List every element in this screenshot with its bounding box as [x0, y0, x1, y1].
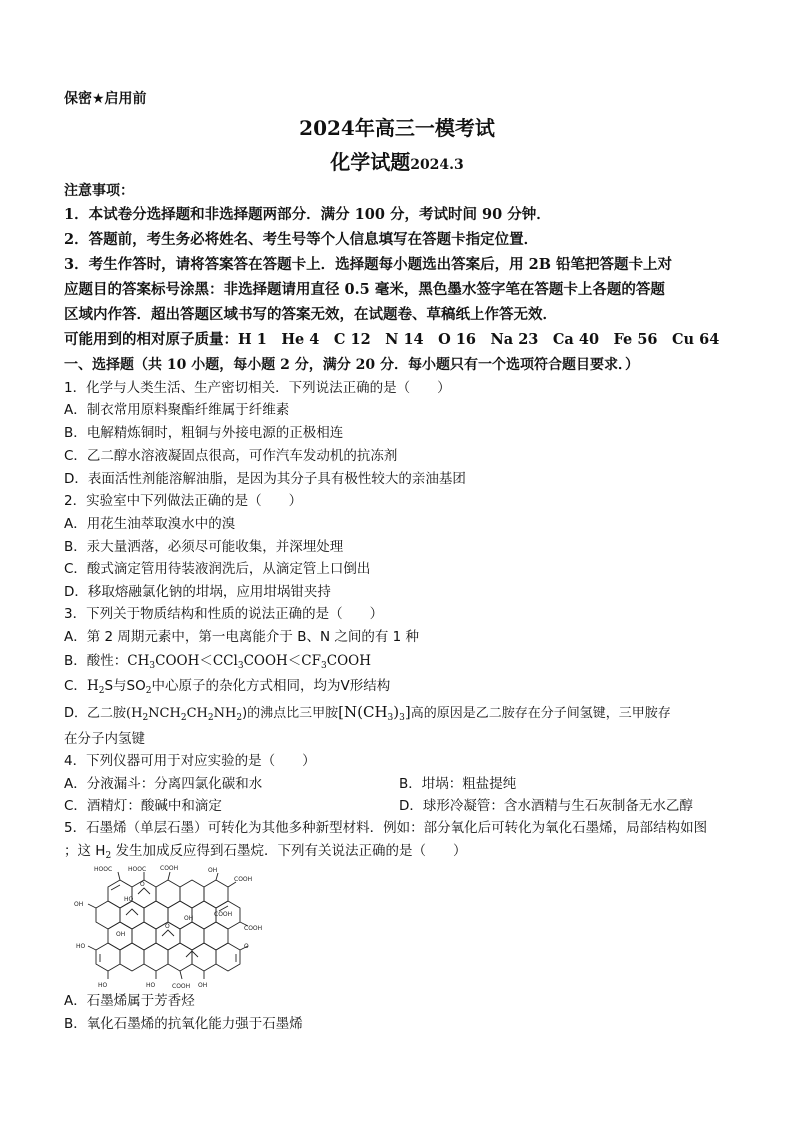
confidential-label: 保密★启用前: [64, 91, 147, 107]
svg-text:OH: OH: [74, 901, 84, 908]
svg-text:COOH: COOH: [234, 876, 253, 883]
question-stem: 2．实验室中下列做法正确的是（ ）: [64, 493, 303, 509]
graphene-oxide-structure-figure: [68, 862, 264, 992]
option: B．汞大量洒落，必须尽可能收集，并深埋处理: [64, 539, 344, 555]
option: D．球形冷凝管：含水酒精与生石灰制备无水乙醇: [399, 798, 693, 814]
svg-text:OH: OH: [198, 982, 208, 989]
option: A．石墨烯属于芳香烃: [64, 993, 195, 1009]
exam-date: 2024.3: [410, 157, 464, 173]
option: D．表面活性剂能溶解油脂，是因为其分子具有极性较大的亲油基团: [64, 471, 466, 487]
section-heading: 一、选择题（共 10 小题，每小题 2 分，满分 20 分．每小题只有一个选项符合题目要求．）: [64, 357, 639, 373]
option: A．分液漏斗：分离四氯化碳和水: [64, 776, 263, 792]
svg-text:HOOC: HOOC: [94, 866, 113, 873]
svg-text:COOH: COOH: [244, 925, 263, 932]
question-stem-continued: ；这 $H_2$ 发生加成反应得到石墨烷．下列有关说法正确的是（ ）: [64, 843, 467, 861]
question-stem: 4．下列仪器可用于对应实验的是（ ）: [64, 753, 316, 769]
exam-subtitle: [0, 152, 794, 172]
svg-text:O: O: [244, 943, 249, 950]
svg-text:O: O: [140, 881, 145, 888]
svg-text:O: O: [165, 923, 170, 930]
svg-text:COOH: COOH: [172, 983, 191, 990]
option: C．酸式滴定管用待装液润洗后，从滴定管上口倒出: [64, 561, 371, 577]
option: B．氧化石墨烯的抗氧化能力强于石墨烯: [64, 1016, 303, 1032]
notes-item: 应题目的答案标号涂黑：非选择题请用直径 0.5 毫米，黑色墨水签字笔在答题卡上各题的答题: [64, 281, 665, 298]
svg-text:HOOC: HOOC: [128, 866, 147, 873]
atomic-masses: 可能用到的相对原子质量：H 1 He 4 C 12 N 14 O 16 Na 23 Ca 40 Fe 56 Cu 64: [64, 331, 720, 348]
option: D．移取熔融氯化钠的坩埚，应用坩埚钳夹持: [64, 584, 331, 600]
option: D．乙二胺$(H_2NCH_2CH_2NH_2)$的沸点比三甲胺$[N(CH_3)_3]$高的原因是乙二胺存在分子间氢键，三甲胺存: [64, 703, 671, 723]
svg-text:HO: HO: [146, 982, 156, 989]
notes-item: 1．本试卷分选择题和非选择题两部分．满分 100 分，考试时间 90 分钟．: [64, 206, 551, 223]
option-continued: 在分子内氢键: [64, 731, 145, 747]
option: A．第 2 周期元素中，第一电离能介于 B、N 之间的有 1 种: [64, 629, 420, 645]
option: C．$H_2S$与$SO_2$中心原子的杂化方式相同，均为Ⅴ形结构: [64, 678, 391, 696]
svg-text:HO: HO: [76, 943, 86, 950]
notes-item: 3．考生作答时，请将答案答在答题卡上．选择题每小题选出答案后，用 2B 铅笔把答题卡上对: [64, 256, 673, 273]
option: B．坩埚：粗盐提纯: [399, 776, 517, 792]
option: B．酸性：$CH_3COOH<CCl_3COOH<CF_3COOH$: [64, 653, 371, 671]
notes-item: 区域内作答．超出答题区域书写的答案无效，在试题卷、草稿纸上作答无效．: [64, 306, 557, 323]
question-stem: 3．下列关于物质结构和性质的说法正确的是（ ）: [64, 606, 384, 622]
subject-name: 化学试题: [330, 150, 411, 174]
svg-text:COOH: COOH: [160, 865, 179, 872]
svg-text:HO: HO: [98, 982, 108, 989]
option: C．酒精灯：酸碱中和滴定: [64, 798, 222, 814]
notes-heading: 注意事项：: [64, 183, 134, 199]
option: B．电解精炼铜时，粗铜与外接电源的正极相连: [64, 425, 344, 441]
question-stem: 5．石墨烯（单层石墨）可转化为其他多种新型材料．例如：部分氧化后可转化为氧化石墨烯，局部结构如图: [64, 820, 708, 836]
svg-text:HO: HO: [124, 896, 134, 903]
svg-text:OH: OH: [208, 867, 218, 874]
option: A．用花生油萃取溴水中的溴: [64, 516, 236, 532]
option: C．乙二醇水溶液凝固点很高，可作汽车发动机的抗冻剂: [64, 448, 398, 464]
svg-text:COOH: COOH: [214, 911, 233, 918]
svg-text:OH: OH: [116, 931, 126, 938]
exam-title: 2024年高三一模考试: [299, 116, 495, 140]
option: A．制衣常用原料聚酯纤维属于纤维素: [64, 402, 290, 418]
svg-text:OH: OH: [184, 915, 194, 922]
question-stem: 1．化学与人类生活、生产密切相关．下列说法正确的是（ ）: [64, 380, 451, 396]
notes-item: 2．答题前，考生务必将姓名、考生号等个人信息填写在答题卡指定位置．: [64, 231, 539, 248]
